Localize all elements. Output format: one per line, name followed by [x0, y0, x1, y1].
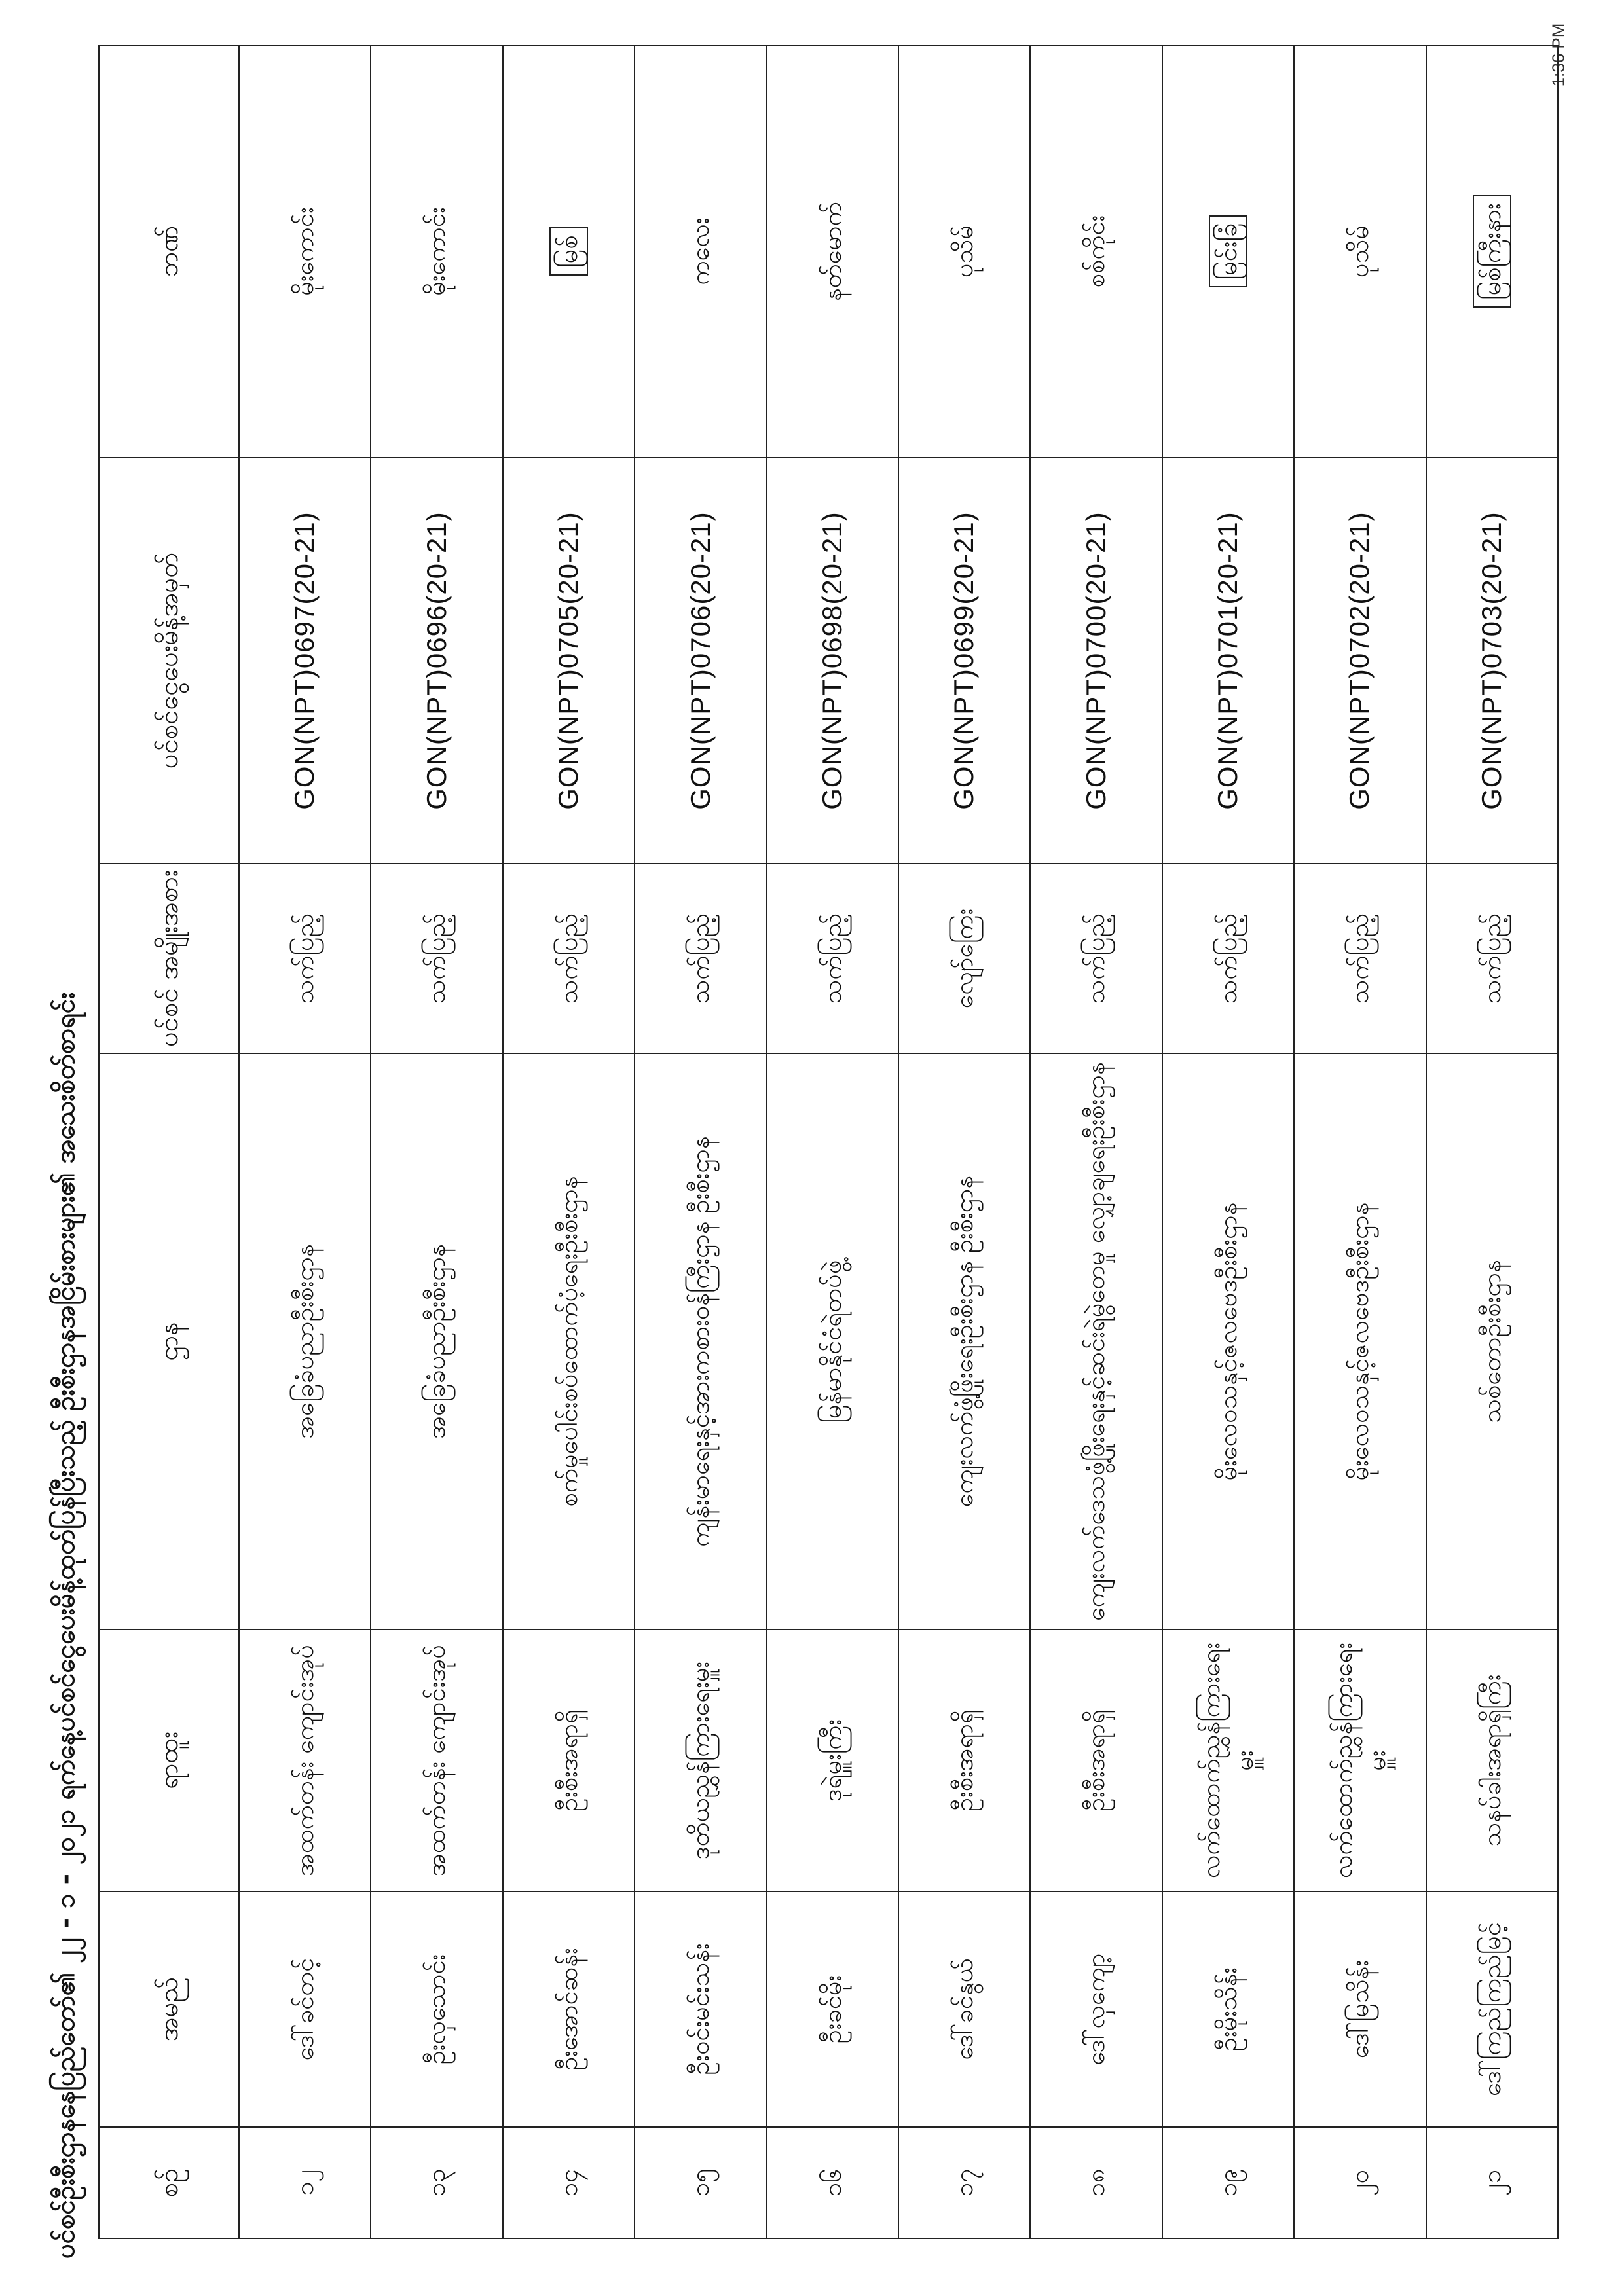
cell-department: မိုးလေဝသနှင့်ဇလဗေဒဦးစီးဌာန — [1294, 1053, 1426, 1630]
cell-no: ၁၄ — [503, 2127, 635, 2238]
cell-position: ဦးစီးအရာရှိ — [503, 1630, 635, 1891]
cell-bank — [1162, 45, 1294, 458]
cell-pension-order-no: GON(NPT)0700(20-21) — [1030, 458, 1162, 864]
cell-pension-type: သက်ပြည့် — [767, 864, 898, 1053]
table-body — [239, 45, 1558, 2238]
cell-position: ဒုရဲမှူးကြီး — [767, 1630, 898, 1891]
cell-pension-type: သက်ပြည့် — [635, 864, 766, 1053]
cell-bank: ပုသိမ် — [1294, 45, 1426, 458]
cell-pension-order-no: GON(NPT)0705(20-21) — [503, 458, 635, 864]
cell-department: ကျေးလက်ဒေသဖွံ့ဖြိုးရေးနှင့်ဆင်းရဲမွဲတေမှု လျှော့ချရေးဦးစီးဌာန — [1030, 1053, 1162, 1630]
cell-no: ၁၅ — [635, 2127, 766, 2238]
cell-department: သစ်တောဦးစီးဌာန — [1426, 1053, 1558, 1630]
cell-name: ဒေါ်မြသိန်း — [1294, 1891, 1426, 2127]
cell-department: ကျန်းမာရေးနှင့်အားကစားဝန်ကြီးဌာန ဦးစီးဌာန — [635, 1053, 766, 1630]
cell-name: ဦးခင်မိုး — [767, 1891, 898, 2127]
cell-name: ဦးလှသောင်း — [371, 1891, 502, 2127]
cell-bank: မိုးကောင်း — [371, 45, 502, 458]
cell-department: မိုးလေဝသနှင့်ဇလဗေဒဦးစီးဌာန — [1162, 1053, 1294, 1630]
pension-table-frame — [98, 46, 1559, 2239]
cell-pension-order-no: GON(NPT)0702(20-21) — [1294, 458, 1426, 864]
cell-pension-type: သက်ပြည့် — [1030, 864, 1162, 1053]
cell-pension-order-no: GON(NPT)0706(20-21) — [635, 458, 766, 864]
cell-no: ၁၈ — [1030, 2127, 1162, 2238]
cell-pension-type: သက်ပြည့် — [1294, 864, 1426, 1053]
cell-bank: ကလေး — [635, 45, 766, 458]
cell-department: မြန်မာနိုင်ငံရဲတပ်ဖွဲ့ — [767, 1053, 898, 1630]
cell-position: အထက်တန်း ကျောင်းအုပ် — [371, 1630, 502, 1891]
cell-name: ဒေါ်ခင်တင့် — [239, 1891, 371, 2127]
cell-bank: စစ်ကိုင်း — [1030, 45, 1162, 458]
cell-name: ဦးအောင်ဆန်း — [503, 1891, 635, 2127]
cell-no: ၁၃ — [371, 2127, 502, 2238]
cell-pension-order-no: GON(NPT)0696(20-21) — [371, 458, 502, 864]
cell-pension-order-no: GON(NPT)0699(20-21) — [898, 458, 1030, 864]
bank-boxed-text: မြစ် — [549, 227, 588, 275]
cell-pension-type: သက်ပြည့် — [239, 864, 371, 1053]
cell-name: ဒေါ်ကြည်ကြည်မြင့် — [1426, 1891, 1558, 2127]
cell-no: ၂၁ — [1426, 2127, 1558, 2238]
cell-no: ၁၆ — [767, 2127, 898, 2238]
cell-name: ဒေါ်လှကျော့ — [1030, 1891, 1162, 2127]
table-row — [767, 45, 898, 2238]
header-position: ရာထူး — [99, 1630, 239, 1891]
cell-name: ဦးဝင်းမင်းသန်း — [635, 1891, 766, 2127]
cell-position: လက်ထောက်ညွှန်ကြားရေးမှူး — [1162, 1630, 1294, 1891]
cell-no: ၁၇ — [898, 2127, 1030, 2238]
cell-department: အခြေခံပညာဦးစီးဌာန — [239, 1053, 371, 1630]
cell-bank — [1426, 45, 1558, 458]
print-timestamp-text: 1:36 PM — [1548, 23, 1568, 87]
cell-position: ဦးစီးအရာရှိ — [898, 1630, 1030, 1891]
cell-pension-order-no: GON(NPT)0698(20-21) — [767, 458, 898, 864]
cell-pension-order-no: GON(NPT)0701(20-21) — [1162, 458, 1294, 864]
cell-no: ၁၂ — [239, 2127, 371, 2238]
bank-boxed-text: မြစ်ကြီးနား — [1473, 195, 1511, 308]
table-row — [1294, 45, 1426, 2238]
table-row — [371, 45, 502, 2238]
cell-pension-type: လျော်ကြေး — [898, 864, 1030, 1053]
cell-position: သနပ်ခါးအရာရှိကြီး — [1426, 1630, 1558, 1891]
cell-name: ဒေါ်ခင်နွယ် — [898, 1891, 1030, 2127]
cell-pension-type: သက်ပြည့် — [371, 864, 502, 1053]
table-row — [898, 45, 1030, 2238]
cell-bank — [503, 45, 635, 458]
pension-table — [98, 45, 1559, 2239]
table-row — [239, 45, 371, 2238]
header-pension-type: ပင်စင် အမျိုးအစား — [99, 864, 239, 1053]
header-pension-order-no: ပင်စင်ငွေပေးမိန့်အမှတ် — [99, 458, 239, 864]
cell-department: ကျေးလက်ဖွံ့ဖြိုးရေးဦးစီးဌာန ဦးစီးဌာန — [898, 1053, 1030, 1630]
cell-bank: ပုသိမ် — [898, 45, 1030, 458]
cell-bank: နတ်မောက် — [767, 45, 898, 458]
cell-pension-type: သက်ပြည့် — [1426, 864, 1558, 1053]
cell-pension-order-no: GON(NPT)0703(20-21) — [1426, 458, 1558, 864]
cell-pension-order-no: GON(NPT)0697(20-21) — [239, 458, 371, 864]
rotated-page — [46, 23, 1578, 2265]
header-department: ဌာန — [99, 1053, 239, 1630]
cell-pension-type: သက်ပြည့် — [1162, 864, 1294, 1053]
cell-position: လက်ထောက်ညွှန်ကြားရေးမှူး — [1294, 1630, 1426, 1891]
table-row — [503, 45, 635, 2238]
table-row — [635, 45, 766, 2238]
cell-no: ၂၀ — [1294, 2127, 1426, 2238]
header-name: အမည် — [99, 1891, 239, 2127]
header-no: စဉ် — [99, 2127, 239, 2238]
table-row — [1162, 45, 1294, 2238]
header-bank: ဘဏ် — [99, 45, 239, 458]
document-title: ပင်စင်ဦးစီးဌာနနေပြည်တော်၏ ၂၂ - ၁ - ၂၀၂၁ ရက်နေ့ပင်စင်ငွေပေးမိန့်ထုတ်ပြန်ပြီးသည့် ဦးစီးဌာနအငြိမ်းစားများ၏ အသေးစိတ်စာရင်း — [50, 992, 81, 2259]
cell-department: အခြေခံပညာဦးစီးဌာန — [371, 1053, 502, 1630]
cell-position: ဒုတိယညွှန်ကြားရေးမှူး — [635, 1630, 766, 1891]
table-row — [1426, 45, 1558, 2238]
cell-name: ဦးမိုးသိန်း — [1162, 1891, 1294, 2127]
cell-no: ၁၉ — [1162, 2127, 1294, 2238]
table-header-row — [99, 45, 239, 2238]
cell-pension-type: သက်ပြည့် — [503, 864, 635, 1053]
cell-bank: မိုးကောင်း — [239, 45, 371, 458]
table-row — [1030, 45, 1162, 2238]
bank-boxed-text: မြင်းခြံ — [1209, 215, 1247, 288]
cell-department: စက်မှုပေါင်းစပ်ထောက်ပံ့ရေးဦးစီးဌာန — [503, 1053, 635, 1630]
cell-position: အထက်တန်း ကျောင်းအုပ် — [239, 1630, 371, 1891]
cell-position: ဦးစီးအရာရှိ — [1030, 1630, 1162, 1891]
